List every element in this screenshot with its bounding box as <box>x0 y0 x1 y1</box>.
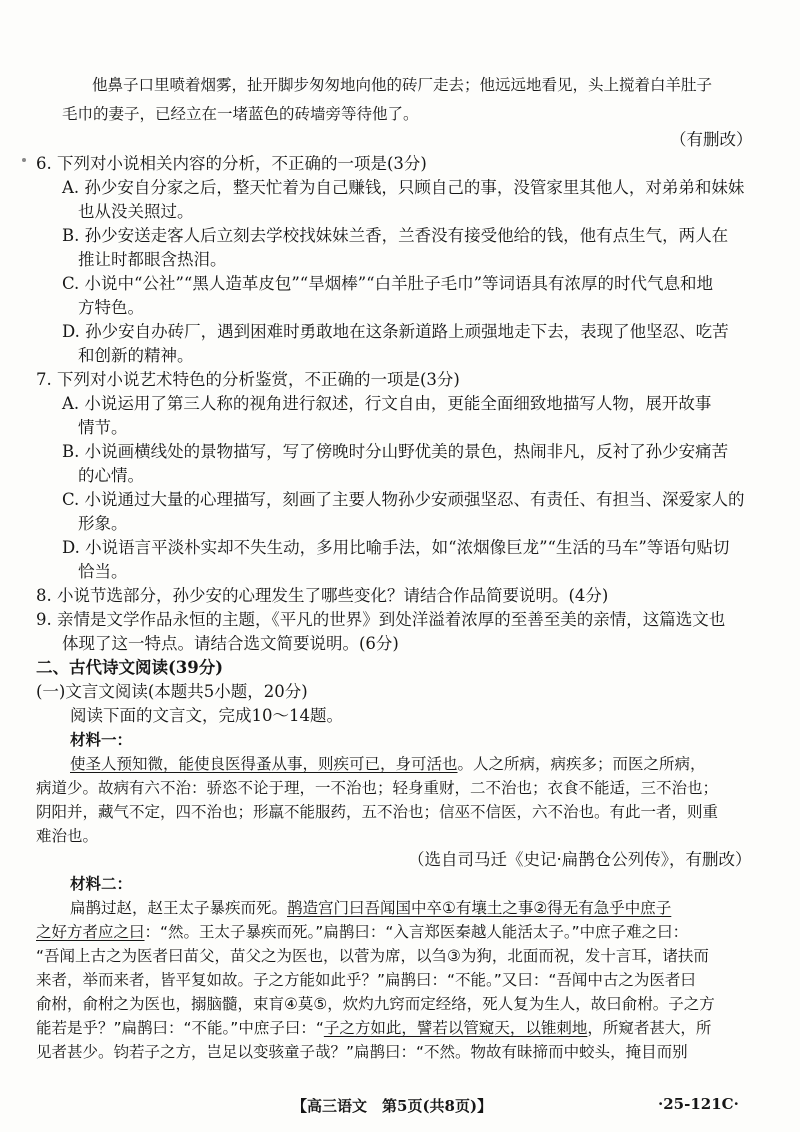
question-6-option-b-cont: 推让时都眼含热泪。 <box>78 250 227 269</box>
question-7-option-c-cont: 形象。 <box>78 514 128 533</box>
page-footer-code: ·25-121C· <box>658 1095 739 1113</box>
material-1-source: （选自司马迁《史记·扁鹊仓公列传》，有删改） <box>408 850 752 869</box>
material-1-line-2: 病道少。故病有六不治：骄恣不论于理，一不治也；轻身重财，二不治也；衣食不能适，三不治也； <box>36 779 719 797</box>
question-7-option-a-cont: 情节。 <box>78 418 128 437</box>
material-1-line-3: 阴阳并，藏气不定，四不治也；形羸不能服药，五不治也；信巫不信医，六不治也。有此一者，则重 <box>36 803 719 821</box>
material-2-line-5: 俞柎，俞柎之为医也，搦脑髓，束肓④莫⑤，炊灼九窍而定经络，死人复为生人，故曰俞柎。子之方 <box>36 995 715 1013</box>
material-2-underlined-sentence: 鹊造宫门曰吾闻国中卒①有壤土之事②得无有急乎中庶子 <box>287 899 672 917</box>
question-7-option-b: B. 小说画横线处的景物描写，写了傍晚时分山野优美的景色，热闹非凡，反衬了孙少安痛苦 <box>62 442 729 461</box>
material-2-line-7: 见者甚少。钧若子之方，岂足以变骇童子哉？”扁鹊曰：“不然。物故有昧揥而中蛟头，掩目而别 <box>36 1043 688 1061</box>
question-6-option-c-cont: 方特色。 <box>78 298 144 317</box>
material-2-line-1-start: 扁鹊过赵，赵王太子暴疾而死。 <box>70 899 288 917</box>
question-8: 8. 小说节选部分，孙少安的心理发生了哪些变化？请结合作品简要说明。(4分) <box>36 586 609 605</box>
question-6-option-d-cont: 和创新的精神。 <box>78 346 194 365</box>
material-2-label: 材料二： <box>70 875 133 893</box>
material-2-line-1 <box>70 898 671 918</box>
question-7-option-d-cont: 恰当。 <box>78 562 128 581</box>
question-7-option-d: D. 小说语言平淡朴实却不失生动，多用比喻手法，如“浓烟像巨龙”“生活的马车”等语句贴切 <box>62 538 730 557</box>
material-2-underlined-sentence-2: 子之方如此，譬若以管窥天，以锥刺地 <box>323 1019 588 1037</box>
section-2-title: 二、古代诗文阅读(39分) <box>36 658 224 677</box>
story-line-1: 他鼻子口里喷着烟雾，扯开脚步匆匆地向他的砖厂走去；他远远地看见，头上搅着白羊肚子 <box>92 76 713 94</box>
material-2-line-2-rest: ：“然。王太子暴疾而死。”扁鹊曰：“入言郑医秦越人能活太子。”中庶子难之曰： <box>144 923 689 941</box>
material-2-line-6-rest: ，所窥者甚大，所 <box>587 1019 712 1037</box>
material-2-line-6-start: 能若是乎？”扁鹊曰：“不能。”中庶子曰：“ <box>36 1019 324 1037</box>
question-7-option-a: A. 小说运用了第三人称的视角进行叙述，行文自由，更能全面细致地描写人物，展开故事 <box>62 394 712 413</box>
material-2-line-2 <box>36 922 688 942</box>
material-2-line-6 <box>36 1018 711 1038</box>
section-2-subtitle: (一)文言文阅读(本题共5小题，20分) <box>36 682 308 701</box>
question-9-line-2: 体现了这一特点。请结合选文简要说明。(6分) <box>62 634 399 653</box>
question-7-option-c: C. 小说通过大量的心理描写，刻画了主要人物孙少安顽强坚忍、有责任、有担当、深爱家人的 <box>62 490 745 509</box>
question-9-line-1: 9. 亲情是文学作品永恒的主题，《平凡的世界》到处洋溢着浓厚的至善至美的亲情，这篇选文也 <box>36 610 726 629</box>
question-7-option-b-cont: 的心情。 <box>78 466 144 485</box>
story-source: （有删改） <box>670 130 753 149</box>
margin-dot <box>22 158 26 162</box>
material-2-line-3: “吾闻上古之为医者曰苗父，苗父之为医也，以菅为席，以刍③为狗，北面而祝，发十言耳，诸扶而 <box>36 947 709 965</box>
material-1-underlined-sentence: 使圣人预知微，能使良医得蚤从事，则疾可已，身可活也 <box>70 755 458 773</box>
material-1-label: 材料一： <box>70 731 133 749</box>
material-2-line-4: 来者，举而来者，皆平复如故。子之方能如此乎？”扁鹊曰：“不能。”又曰：“吾闻中古之为医者曰 <box>36 971 696 989</box>
question-6-option-b: B. 孙少安送走客人后立刻去学校找妹妹兰香，兰香没有接受他给的钱，他有点生气，两人在 <box>62 226 729 245</box>
question-7-stem: 7. 下列对小说艺术特色的分析鉴赏，不正确的一项是(3分) <box>36 370 460 389</box>
material-1-line-1 <box>70 754 706 774</box>
question-6-option-d: D. 孙少安自办砖厂，遇到困难时勇敢地在这条新道路上顽强地走下去，表现了他坚忍、吃苦 <box>62 322 729 341</box>
story-line-2: 毛巾的妻子，已经立在一堵蓝色的砖墙旁等待他了。 <box>62 105 419 123</box>
question-6-stem: 6. 下列对小说相关内容的分析，不正确的一项是(3分) <box>36 154 427 173</box>
question-6-option-c: C. 小说中“公社”“黑人造革皮包”“旱烟棒”“白羊肚子毛巾”等词语具有浓厚的时代气息和地 <box>62 274 714 293</box>
question-6-option-a: A. 孙少安自分家之后，整天忙着为自己赚钱，只顾自己的事，没管家里其他人，对弟弟和妹妹 <box>62 178 745 197</box>
section-2-instruction: 阅读下面的文言文，完成10～14题。 <box>70 706 343 725</box>
material-2-underlined-cont: 之好方者应之曰 <box>36 923 145 941</box>
question-6-option-a-cont: 也从没关照过。 <box>78 202 194 221</box>
material-1-line-4: 难治也。 <box>36 827 99 845</box>
material-1-line-1-rest: 。人之所病，病疾多；而医之所病， <box>457 755 706 773</box>
page-footer-title: 【高三语文 第5页(共8页)】 <box>292 1097 493 1115</box>
